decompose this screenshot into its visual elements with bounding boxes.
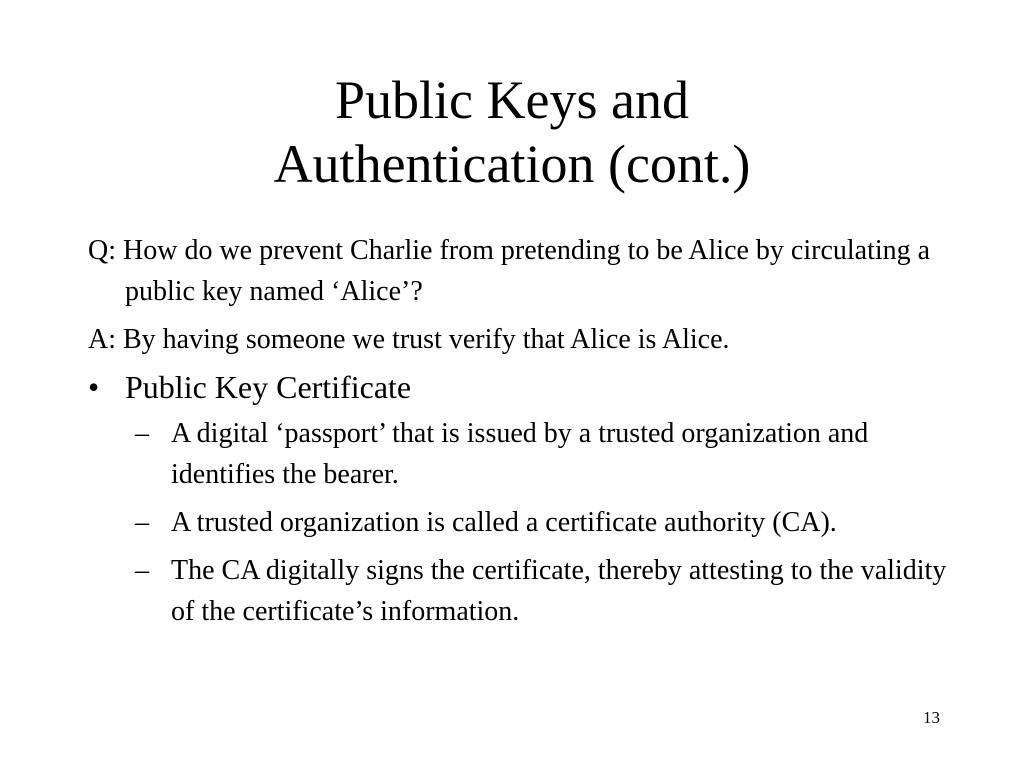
bullet-marker: •: [88, 369, 100, 405]
dash-marker: –: [135, 418, 149, 449]
bullet-text: Public Key Certificate: [125, 369, 412, 405]
slide-title-line-2: Authentication (cont.): [273, 134, 751, 194]
dash-marker: –: [135, 555, 149, 586]
page-number: 13: [923, 708, 940, 727]
sub-point-1: [135, 413, 968, 495]
sub-point-text: The CA digitally signs the certificate, thereby attesting to the validity of the certificate’s information.: [171, 555, 947, 627]
dash-marker: –: [135, 507, 149, 538]
sub-point-text: A trusted organization is called a certificate authority (CA).: [171, 507, 837, 538]
question-text: Q: How do we prevent Charlie from pretending to be Alice by circulating a public key named ‘Alice’?: [88, 235, 931, 307]
slide-title: [0, 68, 1024, 196]
sub-point-3: [135, 550, 968, 632]
slide-body: [88, 230, 968, 639]
answer-text: A: By having someone we trust verify that Alice is Alice.: [88, 324, 730, 355]
sub-point-text: A digital ‘passport’ that is issued by a trusted organization and identifies the bearer.: [171, 418, 869, 490]
sub-point-2: [135, 502, 968, 543]
bullet-item: [88, 367, 968, 407]
slide-title-line-1: Public Keys and: [335, 70, 689, 130]
